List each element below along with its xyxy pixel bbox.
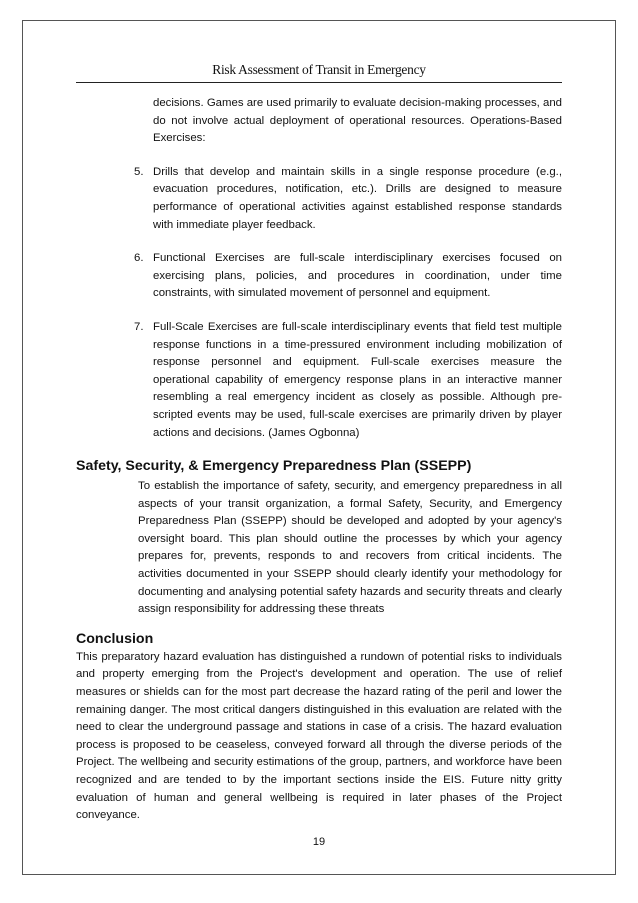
conclusion-body: This preparatory hazard evaluation has distinguished a rundown of potential risks to individuals and property emerging from the Project's development and operation. The use of relief measures or shields can for the most part decrease the hazard rating of the peril and lower the remaining danger. The most critical dangers distinguished in this evaluation are related with the need to clear the underground passage and stations in case of a crisis. The hazard evaluation process is proposed to be ceaseless, conveyed forward all through the diverse periods of the Project. The wellbeing and security estimations of the group, partners, and workforce have been recognized and are tended to by the important sections inside the EIS. Future nitty gritty evaluation of human and general wellbeing is required in later phases of the Project conveyance. xyxy=(76,650,562,822)
list-text: Full-Scale Exercises are full-scale interdisciplinary events that field test multiple response functions in a time-pressured environment including mobilization of response personnel and equipment. Full-scale exercises measure the operational capability of emergency response plans in an interactive manner resembling a real emergency incident as closely as possible. Although pre-scripted events may be used, full-scale exercises are primarily driven by player actions and decisions. (James Ogbonna) xyxy=(153,320,562,439)
ssepp-body: To establish the importance of safety, security, and emergency preparedness in all aspects of your transit organization, a formal Safety, Security, and Emergency Preparedness Plan (SSEPP) should be developed and adopted by your agency's oversight board. This plan should outline the processes by which your agency prepares for, prevents, responds to and recovers from critical incidents. The activities documented in your SSEPP should clearly identify your methodology for documenting and analysing potential safety hazards and security threats and clearly assign responsibility for addressing these threats xyxy=(138,480,562,616)
list-number: 7. xyxy=(134,320,144,333)
list-text: Functional Exercises are full-scale interdisciplinary exercises focused on exercising plans, policies, and procedures in coordination, under time constraints, with simulated movement of personnel and equipment. xyxy=(153,252,562,300)
exercise-item-6 xyxy=(76,250,562,303)
exercise-item-5 xyxy=(76,164,562,234)
list-number: 5. xyxy=(134,165,144,178)
exercise-continuation: decisions. Games are used primarily to evaluate decision-making processes, and do not involve actual deployment of operational resources. Operations-Based Exercises: xyxy=(153,97,562,145)
page-number: 19 xyxy=(312,836,326,848)
page-content xyxy=(76,95,562,825)
exercise-item-7 xyxy=(76,319,562,442)
header-rule xyxy=(76,82,562,83)
running-header: Risk Assessment of Transit in Emergency xyxy=(212,62,426,77)
ssepp-heading: Safety, Security, & Emergency Preparedness Plan (SSEPP) xyxy=(76,458,472,475)
conclusion-heading: Conclusion xyxy=(76,630,154,647)
list-number: 6. xyxy=(134,252,144,265)
list-text: Drills that develop and maintain skills in a single response procedure (e.g., evacuation procedures, notification, etc.). Drills are designed to measure performance of operational activities against established response standards with immediate player feedback. xyxy=(153,165,562,231)
